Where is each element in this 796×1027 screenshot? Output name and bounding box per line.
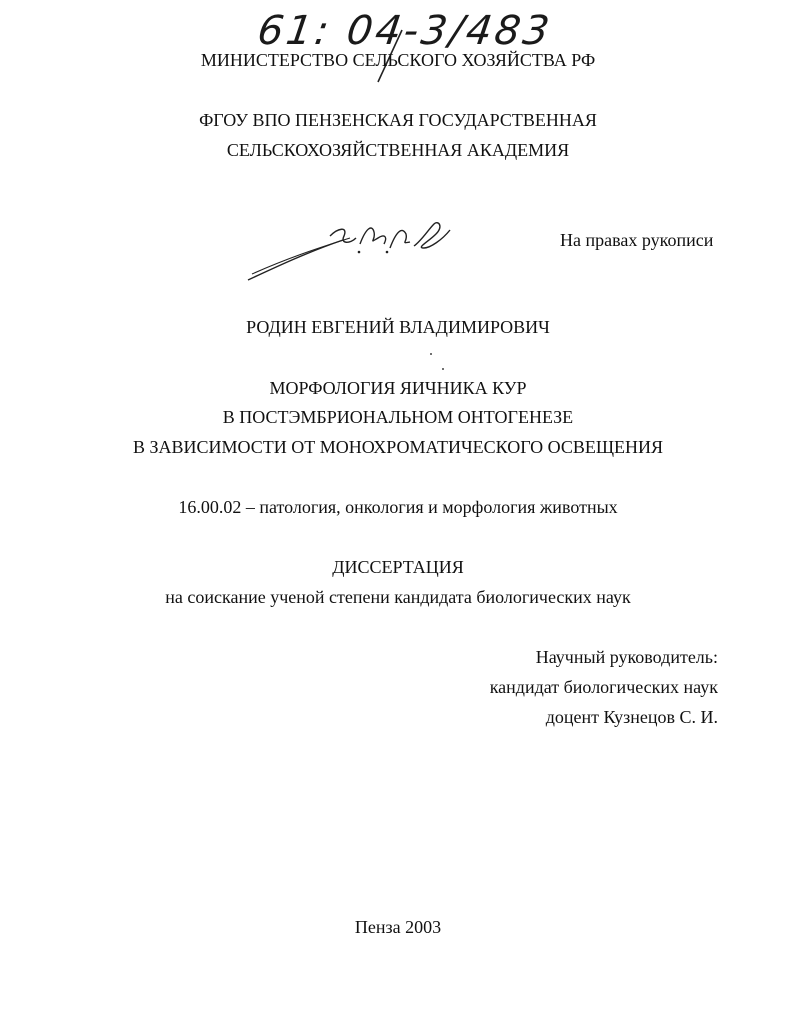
- degree-purpose: на соискание ученой степени кандидата биологических наук: [165, 587, 631, 607]
- supervisor-degree: кандидат биологических наук: [489, 677, 718, 697]
- institution-line-1: ФГОУ ВПО ПЕНЗЕНСКАЯ ГОСУДАРСТВЕННАЯ: [199, 110, 597, 130]
- scan-speck: [430, 353, 432, 355]
- document-type: ДИССЕРТАЦИЯ: [332, 557, 464, 577]
- title-line-2: В ПОСТЭМБРИОНАЛЬНОМ ОНТОГЕНЕЗЕ: [222, 407, 574, 427]
- specialty-code: 16.00.02 – патология, онкология и морфология животных: [178, 497, 618, 517]
- title-line-1: МОРФОЛОГИЯ ЯИЧНИКА КУР: [269, 378, 527, 398]
- ministry-heading: МИНИСТЕРСТВО СЕЛЬСКОГО ХОЗЯЙСТВА РФ: [200, 50, 596, 70]
- rights-note: На правах рукописи: [560, 230, 714, 250]
- signature: [238, 208, 458, 288]
- archive-number: 61: 04-3/483: [254, 8, 555, 54]
- supervisor-name: доцент Кузнецов С. И.: [545, 707, 718, 727]
- author-name: РОДИН ЕВГЕНИЙ ВЛАДИМИРОВИЧ: [246, 317, 550, 337]
- supervisor-label: Научный руководитель:: [535, 647, 718, 667]
- scan-speck: [442, 368, 444, 370]
- title-line-3: В ЗАВИСИМОСТИ ОТ МОНОХРОМАТИЧЕСКОГО ОСВЕЩЕНИЯ: [132, 437, 664, 457]
- place-and-year: Пенза 2003: [354, 917, 442, 937]
- institution-line-2: СЕЛЬСКОХОЗЯЙСТВЕННАЯ АКАДЕМИЯ: [226, 140, 570, 160]
